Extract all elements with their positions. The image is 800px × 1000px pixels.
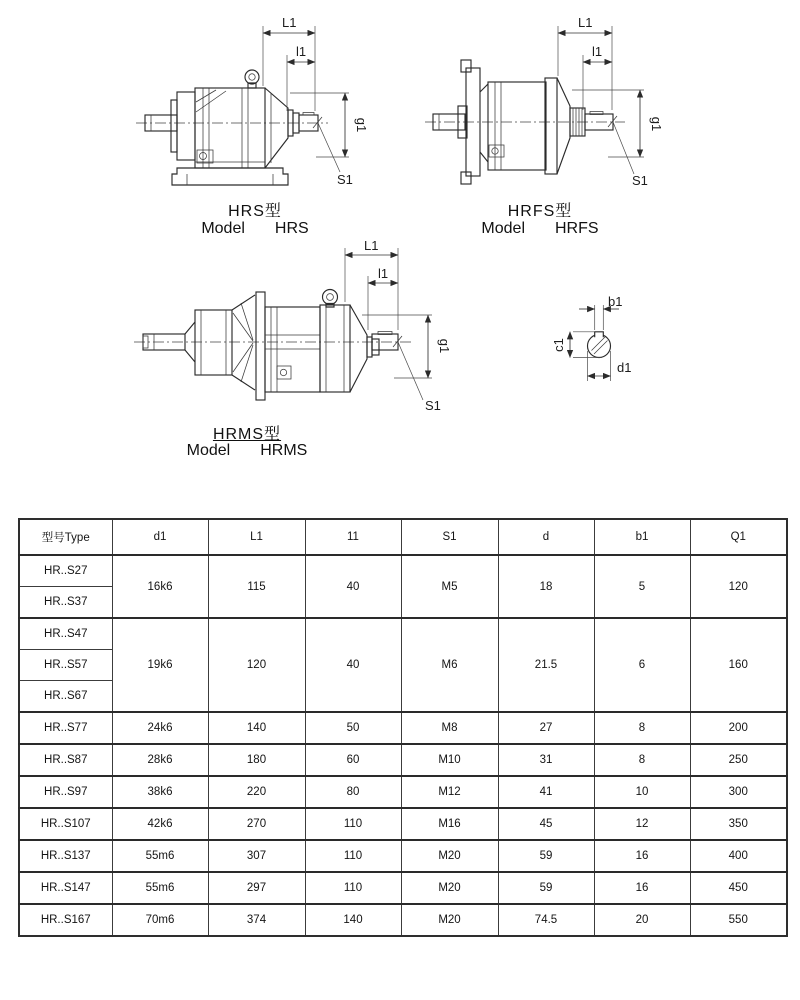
model-cell: HR..S47 — [19, 618, 112, 650]
hrs-model-label: Model — [201, 220, 245, 237]
b1-cell: 16 — [594, 840, 690, 872]
hrs-dim-l1-label: l1 — [296, 44, 307, 59]
L1-cell: 120 — [208, 618, 305, 712]
hrs-model-name: HRS — [274, 220, 309, 237]
S1-cell: M10 — [401, 744, 498, 776]
table-row — [19, 618, 787, 650]
b1-cell: 6 — [594, 618, 690, 712]
hrfs-caption-cn: HRFS型 — [507, 203, 573, 220]
figure-hrms — [122, 240, 467, 462]
b1-cell: 12 — [594, 808, 690, 840]
d-cell: 21.5 — [498, 618, 594, 712]
l1-cell: 110 — [305, 840, 401, 872]
table-row — [19, 808, 787, 840]
model-cell: HR..S57 — [19, 650, 112, 681]
S1-cell: M8 — [401, 712, 498, 744]
shaft-dim-d1-label: d1 — [617, 360, 632, 375]
figure-shaft-section — [545, 275, 705, 405]
col-header-type: 型号Type — [19, 519, 112, 555]
d-cell: 18 — [498, 555, 594, 618]
d-cell: 31 — [498, 744, 594, 776]
d-cell: 41 — [498, 776, 594, 808]
model-cell: HR..S167 — [19, 904, 112, 936]
hrfs-model-label: Model — [481, 220, 525, 237]
hrs-caption-cn: HRS型 — [228, 203, 282, 220]
table-row — [19, 555, 787, 587]
L1-cell: 374 — [208, 904, 305, 936]
model-cell: HR..S37 — [19, 587, 112, 619]
d1-cell: 19k6 — [112, 618, 208, 712]
col-header-l1: 11 — [305, 519, 401, 555]
L1-cell: 297 — [208, 872, 305, 904]
Q1-cell: 400 — [690, 840, 787, 872]
L1-cell: 140 — [208, 712, 305, 744]
l1-cell: 40 — [305, 555, 401, 618]
S1-cell: M5 — [401, 555, 498, 618]
Q1-cell: 120 — [690, 555, 787, 618]
b1-cell: 8 — [594, 712, 690, 744]
d1-cell: 16k6 — [112, 555, 208, 618]
Q1-cell: 160 — [690, 618, 787, 712]
d-cell: 59 — [498, 840, 594, 872]
b1-cell: 16 — [594, 872, 690, 904]
d1-cell: 55m6 — [112, 872, 208, 904]
d1-cell: 24k6 — [112, 712, 208, 744]
d-cell: 45 — [498, 808, 594, 840]
model-cell: HR..S137 — [19, 840, 112, 872]
figure-hrfs — [420, 12, 680, 244]
model-cell: HR..S77 — [19, 712, 112, 744]
col-header-b1: b1 — [594, 519, 690, 555]
shaft-section-drawing — [545, 275, 705, 405]
model-cell: HR..S147 — [19, 872, 112, 904]
hrs-dim-g1-label: g1 — [354, 117, 369, 133]
d1-cell: 42k6 — [112, 808, 208, 840]
L1-cell: 180 — [208, 744, 305, 776]
L1-cell: 270 — [208, 808, 305, 840]
d1-cell: 55m6 — [112, 840, 208, 872]
hrfs-caption-en — [420, 220, 660, 238]
hrms-drawing — [122, 240, 467, 418]
S1-cell: M20 — [401, 904, 498, 936]
hrs-drawing — [130, 12, 380, 190]
model-cell: HR..S27 — [19, 555, 112, 587]
table-row — [19, 872, 787, 904]
l1-cell: 110 — [305, 808, 401, 840]
table-row — [19, 776, 787, 808]
d-cell: 74.5 — [498, 904, 594, 936]
L1-cell: 307 — [208, 840, 305, 872]
S1-cell: M16 — [401, 808, 498, 840]
col-header-S1: S1 — [401, 519, 498, 555]
d1-cell: 70m6 — [112, 904, 208, 936]
table-row — [19, 712, 787, 744]
d1-cell: 28k6 — [112, 744, 208, 776]
table-row — [19, 840, 787, 872]
d-cell: 27 — [498, 712, 594, 744]
Q1-cell: 350 — [690, 808, 787, 840]
d1-cell: 38k6 — [112, 776, 208, 808]
Q1-cell: 450 — [690, 872, 787, 904]
hrs-dim-L1-label: L1 — [282, 15, 297, 30]
hrs-dimensions — [263, 15, 369, 187]
hrms-dim-g1-label: g1 — [437, 338, 452, 354]
hrms-dim-l1-label: l1 — [378, 266, 389, 281]
l1-cell: 50 — [305, 712, 401, 744]
hrfs-model-name: HRFS — [555, 220, 599, 237]
hrms-dim-S1-label: S1 — [425, 398, 441, 413]
table-row — [19, 744, 787, 776]
col-header-L1: L1 — [208, 519, 305, 555]
hrms-dimensions — [345, 240, 452, 413]
S1-cell: M20 — [401, 840, 498, 872]
b1-cell: 10 — [594, 776, 690, 808]
model-cell: HR..S107 — [19, 808, 112, 840]
hrfs-dim-g1-label: g1 — [649, 116, 664, 132]
hrms-model-label: Model — [186, 442, 231, 459]
l1-cell: 140 — [305, 904, 401, 936]
table-row — [19, 904, 787, 936]
hrms-caption-cn: HRMS型 — [212, 426, 282, 443]
l1-cell: 40 — [305, 618, 401, 712]
hrs-dim-S1-label: S1 — [337, 172, 353, 187]
col-header-d1: d1 — [112, 519, 208, 555]
L1-cell: 220 — [208, 776, 305, 808]
b1-cell: 8 — [594, 744, 690, 776]
hrfs-dimensions — [558, 15, 664, 188]
d-cell: 59 — [498, 872, 594, 904]
shaft-dim-b1-label: b1 — [608, 294, 623, 309]
Q1-cell: 550 — [690, 904, 787, 936]
figure-hrs — [130, 12, 380, 244]
table-header-row — [19, 519, 787, 555]
hrms-body — [134, 290, 414, 401]
hrfs-dim-L1-label: L1 — [578, 15, 593, 30]
l1-cell: 110 — [305, 872, 401, 904]
S1-cell: M6 — [401, 618, 498, 712]
hrms-caption-en — [122, 442, 372, 460]
hrms-dim-L1-label: L1 — [364, 240, 379, 253]
L1-cell: 115 — [208, 555, 305, 618]
spec-table — [18, 518, 788, 937]
S1-cell: M20 — [401, 872, 498, 904]
shaft-dim-c1-label: c1 — [551, 338, 566, 352]
hrfs-dim-S1-label: S1 — [632, 173, 648, 188]
Q1-cell: 200 — [690, 712, 787, 744]
hrs-caption-en — [130, 220, 380, 238]
col-header-Q1: Q1 — [690, 519, 787, 555]
shaft-section-body — [588, 332, 611, 358]
hrms-model-name: HRMS — [260, 442, 308, 459]
b1-cell: 20 — [594, 904, 690, 936]
Q1-cell: 300 — [690, 776, 787, 808]
col-header-d: d — [498, 519, 594, 555]
b1-cell: 5 — [594, 555, 690, 618]
hrfs-drawing — [420, 12, 680, 190]
model-cell: HR..S67 — [19, 681, 112, 713]
S1-cell: M12 — [401, 776, 498, 808]
model-cell: HR..S97 — [19, 776, 112, 808]
l1-cell: 80 — [305, 776, 401, 808]
hrs-body — [136, 70, 328, 185]
Q1-cell: 250 — [690, 744, 787, 776]
hrfs-body — [425, 60, 625, 184]
l1-cell: 60 — [305, 744, 401, 776]
hrfs-dim-l1-label: l1 — [592, 44, 603, 59]
model-cell: HR..S87 — [19, 744, 112, 776]
